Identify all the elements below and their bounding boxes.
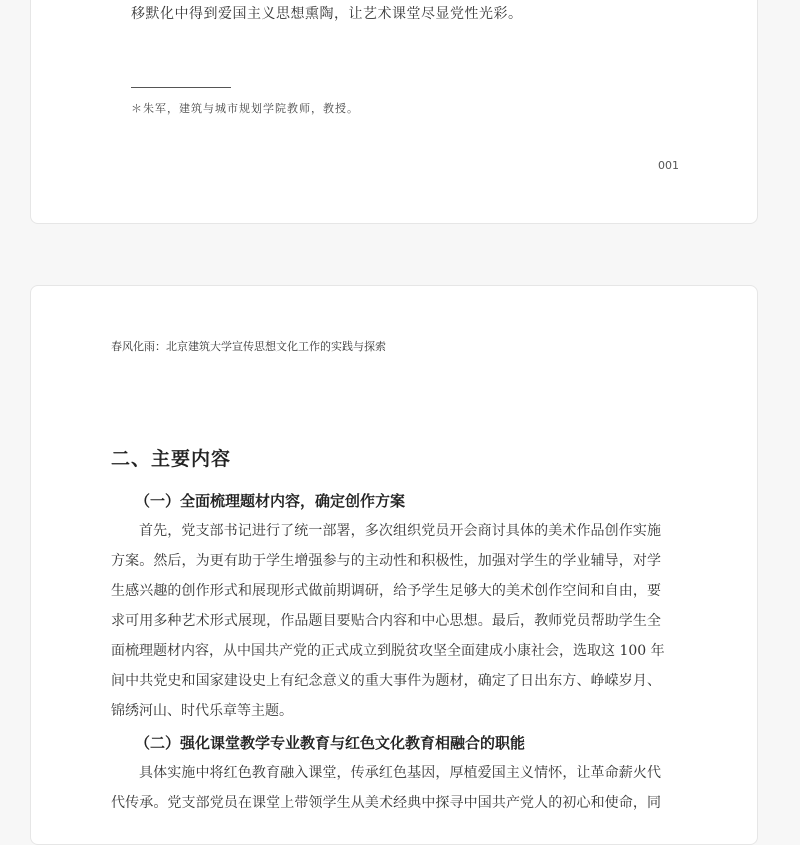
running-header: 春风化雨：北京建筑大学宣传思想文化工作的实践与探索 (111, 340, 386, 353)
footnote-divider (131, 87, 231, 88)
paragraph-line: 代传承。党支部党员在课堂上带领学生从美术经典中探寻中国共产党人的初心和使命，同 (111, 795, 661, 811)
paragraph-line: 求可用多种艺术形式展现，作品题目要贴合内容和中心思想。最后，教师党员帮助学生全 (111, 613, 661, 629)
document-page-2 (30, 285, 758, 845)
page-number: 001 (658, 159, 679, 172)
paragraph-line: 生感兴趣的创作形式和展现形式做前期调研，给予学生足够大的美术创作空间和自由，要 (111, 583, 661, 599)
paragraph-line: 首先，党支部书记进行了统一部署，多次组织党员开会商讨具体的美术作品创作实施 (139, 523, 661, 539)
section-title: 二、主要内容 (111, 448, 232, 470)
paragraph-line: 面梳理题材内容，从中国共产党的正式成立到脱贫攻坚全面建成小康社会，选取这 100 年 (111, 643, 665, 659)
document-page-1 (30, 0, 758, 224)
paragraph-line: 方案。然后，为更有助于学生增强参与的主动性和积极性，加强对学生的学业辅导，对学 (111, 553, 661, 569)
subsection-heading: （二）强化课堂教学专业教育与红色文化教育相融合的职能 (135, 734, 526, 752)
subsection-heading: （一）全面梳理题材内容，确定创作方案 (135, 492, 406, 510)
body-text-line: 移默化中得到爱国主义思想熏陶，让艺术课堂尽显党性光彩。 (131, 6, 523, 22)
paragraph-line: 具体实施中将红色教育融入课堂，传承红色基因，厚植爱国主义情怀，让革命薪火代 (139, 765, 661, 781)
paragraph-line: 间中共党史和国家建设史上有纪念意义的重大事件为题材，确定了日出东方、峥嵘岁月、 (111, 673, 661, 689)
footnote: ＊朱军，建筑与城市规划学院教师，教授。 (131, 102, 359, 115)
paragraph-line: 锦绣河山、时代乐章等主题。 (111, 703, 293, 719)
